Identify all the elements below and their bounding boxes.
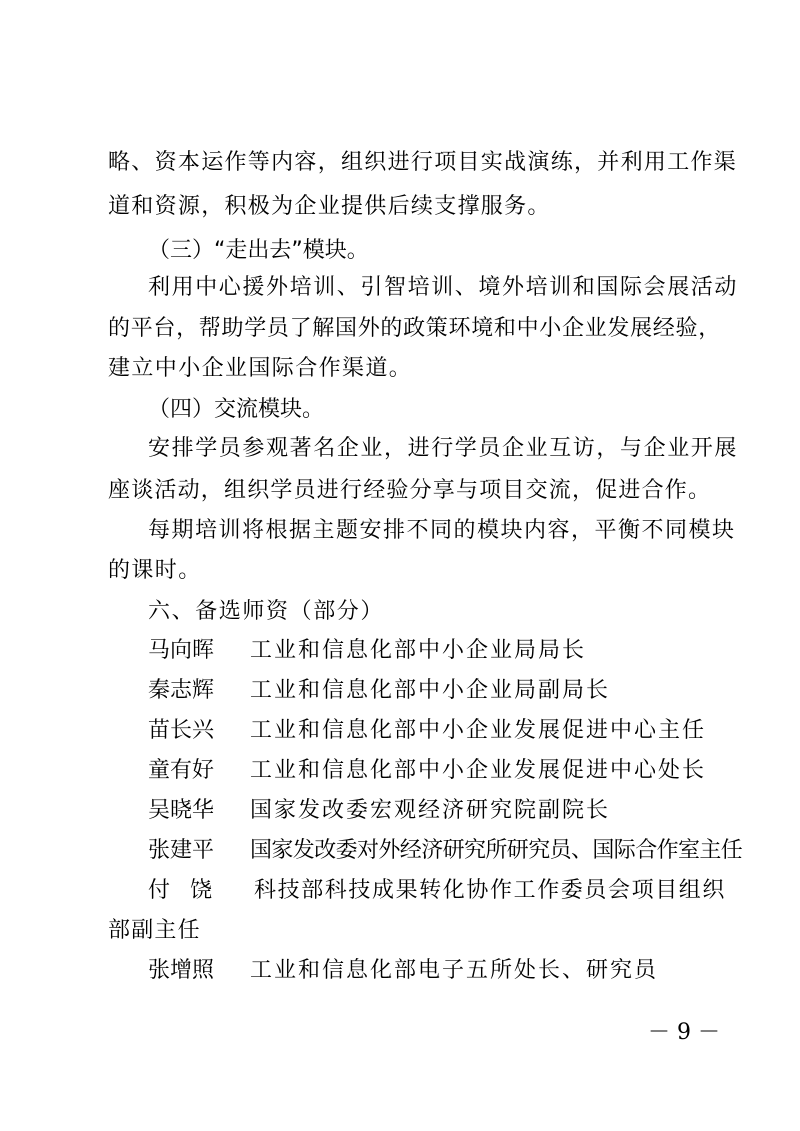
paragraph-line: 略、资本运作等内容，组织进行项目实战演练，并利用工作渠	[108, 150, 738, 175]
teacher-title: 工业和信息化部中小企业发展促进中心主任	[250, 718, 707, 743]
teacher-title: 工业和信息化部中小企业局副局长	[250, 678, 611, 703]
teacher-name: 张增照	[148, 958, 215, 983]
teacher-title-continued: 部副主任	[108, 918, 201, 943]
teacher-title: 工业和信息化部中小企业局局长	[250, 638, 587, 663]
teacher-name: 吴晓华	[148, 798, 215, 823]
teacher-title: 工业和信息化部中小企业发展促进中心处长	[250, 758, 707, 783]
teacher-title: 国家发改委宏观经济研究院副院长	[250, 798, 611, 823]
paragraph-line: 建立中小企业国际合作渠道。	[108, 356, 413, 381]
subsection-heading: （四）交流模块。	[148, 397, 325, 422]
teacher-name: 苗长兴	[148, 718, 215, 743]
paragraph-line: 的课时。	[108, 558, 202, 583]
page-number: － 9 －	[648, 1020, 720, 1045]
section-heading: 六、备选师资（部分）	[148, 599, 385, 624]
teacher-title: 科技部科技成果转化协作工作委员会项目组织	[254, 878, 727, 903]
paragraph-line: 每期培训将根据主题安排不同的模块内容，平衡不同模块	[148, 518, 736, 543]
paragraph-line: 安排学员参观著名企业，进行学员企业互访，与企业开展	[148, 436, 739, 461]
paragraph-line: 的平台，帮助学员了解国外的政策环境和中小企业发展经验，	[108, 316, 721, 341]
teacher-title: 国家发改委对外经济研究所研究员、国际合作室主任	[250, 838, 743, 863]
subsection-heading: （三）“走出去”模块。	[148, 238, 369, 263]
teacher-name: 童有好	[148, 758, 215, 783]
paragraph-line: 道和资源，积极为企业提供后续支撑服务。	[108, 194, 551, 219]
paragraph-line: 座谈活动，组织学员进行经验分享与项目交流，促进合作。	[108, 478, 712, 503]
teacher-name: 张建平	[148, 838, 215, 863]
teacher-name: 秦志辉	[148, 678, 215, 703]
teacher-title: 工业和信息化部电子五所处长、研究员	[250, 958, 659, 983]
teacher-name: 马向晖	[148, 638, 215, 663]
teacher-name: 付饶	[148, 878, 233, 903]
paragraph-line: 利用中心援外培训、引智培训、境外培训和国际会展活动	[148, 275, 739, 300]
